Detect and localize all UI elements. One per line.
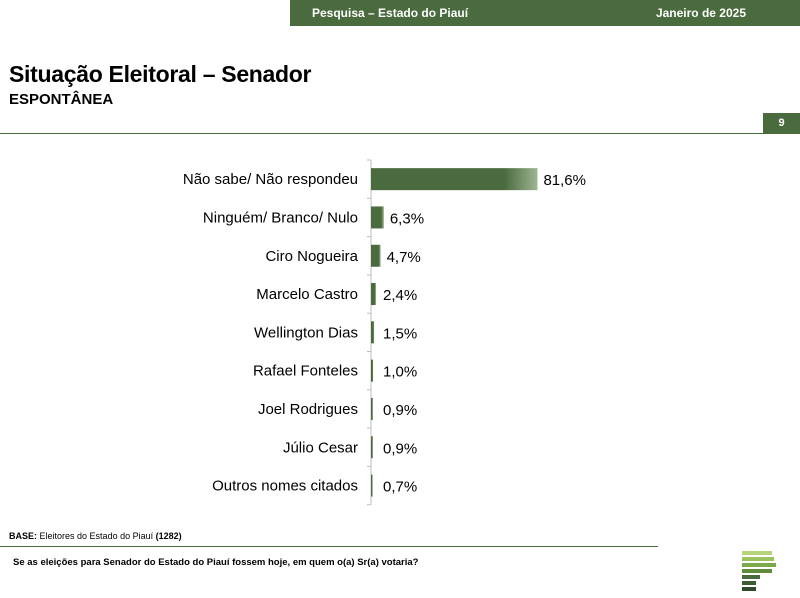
category-label: Marcelo Castro <box>256 286 358 304</box>
category-label: Rafael Fonteles <box>252 362 358 380</box>
value-label: 1,0% <box>383 363 418 381</box>
bar <box>371 360 373 382</box>
bar <box>371 245 381 267</box>
bar <box>371 436 373 458</box>
category-label: Wellington Dias <box>254 324 358 342</box>
survey-name: Pesquisa – Estado do Piauí <box>312 6 469 20</box>
survey-date: Janeiro de 2025 <box>655 6 746 20</box>
value-label: 4,7% <box>386 248 421 266</box>
base-note <box>9 531 182 541</box>
base-label: BASE: <box>9 531 38 541</box>
bar <box>371 206 384 228</box>
value-label: 0,9% <box>383 401 418 419</box>
bottom-divider <box>0 546 658 547</box>
bar-chart <box>0 150 800 520</box>
survey-question: Se as eleições para Senador do Estado do Piauí fossem hoje, em quem o(a) Sr(a) votaria? <box>13 557 419 568</box>
value-label: 0,7% <box>383 478 418 496</box>
page-number: 9 <box>763 113 800 134</box>
bar <box>371 398 373 420</box>
top-divider <box>0 133 763 134</box>
category-label: Júlio Cesar <box>282 439 358 457</box>
page-title: Situação Eleitoral – Senador <box>9 61 312 87</box>
value-label: 6,3% <box>389 210 425 228</box>
base-text: Eleitores do Estado do Piauí <box>39 531 154 541</box>
value-label: 2,4% <box>383 287 418 305</box>
category-label: Outros nomes citados <box>212 477 358 495</box>
value-label: 0,9% <box>383 440 418 458</box>
bar <box>371 168 537 190</box>
bar <box>371 321 374 343</box>
value-label: 81,6% <box>543 172 587 190</box>
value-label: 1,5% <box>383 325 418 343</box>
page-subtitle: ESPONTÂNEA <box>9 91 114 108</box>
category-label: Não sabe/ Não respondeu <box>182 171 358 189</box>
category-label: Ninguém/ Branco/ Nulo <box>202 209 358 227</box>
bar <box>371 475 373 497</box>
base-count: (1282) <box>155 531 182 541</box>
header-bar <box>290 0 800 26</box>
category-label: Joel Rodrigues <box>257 400 358 418</box>
logo-icon <box>742 551 776 591</box>
bar <box>371 283 376 305</box>
category-label: Ciro Nogueira <box>265 247 358 265</box>
